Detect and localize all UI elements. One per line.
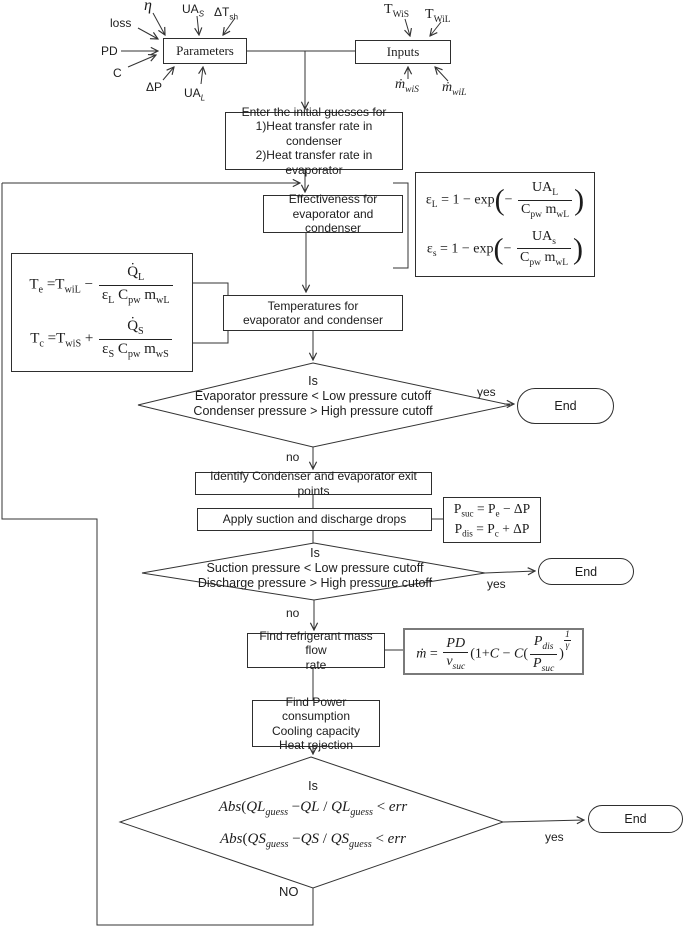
decision2-line2: Discharge pressure > High pressure cutoff	[197, 576, 433, 590]
t-c-formula: $T_c =T_{wiS}$ + $Q̇_S$ $\varepsilon_S$ $C_{pw}$ $m_{wS}$	[30, 317, 174, 362]
p-dis-formula: $P_{dis} = P_c + \Delta P$	[454, 521, 530, 540]
massflow-line2: rate	[305, 657, 327, 672]
identify-label: Identify Condenser and evaporator exit points	[210, 469, 417, 498]
param-label-ua-s: $UA_S$	[182, 2, 205, 19]
decision1-text	[155, 374, 471, 419]
massflow-formula-box	[403, 628, 584, 675]
epsilon-s-formula: $\varepsilon_s = 1 - \exp(-$ $UA_s$ $C_{pw}$ $m_{wL}$ )	[426, 228, 584, 269]
find-massflow-box	[247, 628, 385, 672]
ua-s-arrow	[197, 16, 199, 35]
p-suc-formula: $P_{suc} = P_e - \Delta P$	[453, 500, 531, 519]
initial-guesses-line1: Enter the initial guesses for	[241, 104, 387, 119]
t-wis-arrow	[405, 19, 410, 36]
epsilon-l-formula: $\varepsilon_L = 1 - \exp(-$ $UA_L$ $C_{pw}$ $m_{wL}$ )	[425, 180, 585, 220]
t-e-formula: $T_e =T_{wiL}$ − $Q̇_L$ $\varepsilon_L$ $C_{pw}$ $m_{wL}$	[29, 263, 174, 308]
param-label-dt-sh: $\Delta T_{sh}$	[214, 5, 238, 22]
end-terminator-1	[517, 388, 614, 424]
effectiveness-formula-box	[415, 172, 595, 277]
decision2-yes-arrow	[485, 571, 535, 573]
end-terminator-2	[538, 558, 634, 585]
end3-label: End	[624, 812, 647, 826]
apply-label: Apply suction and discharge drops	[222, 512, 407, 527]
c-arrow	[128, 55, 156, 67]
identify-exit-points-box	[195, 469, 432, 498]
m-wil-arrow	[435, 67, 448, 81]
input-label-m-wil: ṁ$_{wiL}$	[442, 80, 467, 98]
ua-l-arrow	[201, 67, 203, 84]
mdot-formula: ṁ = PD $\nu_{suc}$ (1+C − C( $P_{dis}$ $P_{suc}$ ) $\frac{1}{\gamma}$	[416, 630, 570, 674]
parameters-label: Parameters	[176, 42, 234, 58]
effectiveness-line2: evaporator and condenser	[292, 206, 374, 236]
power-line3: Heat rejection	[278, 738, 354, 752]
decision1-line2: Condenser pressure > High pressure cutoff	[193, 404, 433, 418]
pressure-formula-box	[443, 497, 541, 543]
effectiveness-box	[263, 192, 403, 236]
temperatures-box	[223, 295, 403, 331]
param-label-eta: η	[144, 0, 152, 14]
decision2-question: Is	[310, 546, 320, 560]
decision3-question: Is	[308, 779, 318, 793]
dp-arrow	[163, 67, 174, 80]
parameters-box	[163, 38, 247, 64]
apply-drops-box	[197, 508, 432, 531]
decision3-line1: $Abs(QL_{guess} -QL / QL_{guess}$ < err	[218, 799, 408, 818]
temperature-formula-box	[11, 253, 193, 372]
decision2-yes-label: yes	[487, 577, 506, 591]
temperatures-line1: Temperatures for	[267, 298, 359, 313]
decision3-yes-label: yes	[545, 830, 564, 844]
massflow-line1: Find refrigerant mass flow	[259, 628, 373, 658]
decision1-question: Is	[308, 374, 318, 388]
decision3-line2: $Abs(QS_{guess} -QS / QS_{guess}$ < err	[219, 831, 406, 850]
effectiveness-line1: Effectiveness for	[288, 192, 378, 207]
initial-guesses-line3: 2)Heat transfer rate in evaporator	[255, 148, 373, 177]
initial-guesses-line2: 1)Heat transfer rate in condenser	[255, 119, 373, 148]
temperatures-line2: evaporator and condenser	[242, 313, 384, 327]
loss-arrow	[138, 28, 158, 39]
param-label-ua-l: $UA_L$	[184, 86, 206, 103]
decision3-text	[140, 779, 486, 858]
param-label-pd: PD	[101, 44, 118, 58]
power-line2: Cooling capacity	[271, 723, 361, 738]
power-line1: Find Power consumption	[281, 694, 351, 723]
decision1-line1: Evaporator pressure < Low pressure cutoff	[194, 389, 432, 403]
decision2-no-label: no	[286, 606, 300, 620]
end1-label: End	[554, 399, 577, 413]
eta-arrow	[153, 13, 165, 35]
param-label-loss: loss	[110, 16, 132, 30]
param-label-c: C	[113, 66, 122, 80]
inputs-box	[355, 40, 451, 64]
input-label-t-wil: $T_{WiL}$	[425, 7, 451, 25]
decision1-yes-label: yes	[477, 385, 496, 399]
decision3-no-label: NO	[279, 884, 299, 899]
find-power-box	[252, 694, 380, 752]
input-label-m-wis: ṁ$_{wiS}$	[395, 77, 419, 95]
decision2-line1: Suction pressure < Low pressure cutoff	[206, 561, 424, 575]
decision3-yes-arrow	[503, 820, 584, 822]
param-label-dp: ΔP	[146, 80, 163, 94]
decision1-no-label: no	[286, 450, 300, 464]
decision2-text	[165, 546, 465, 591]
initial-guesses-box	[225, 104, 403, 177]
input-label-t-wis: $T_{WiS}$	[384, 2, 410, 20]
end2-label: End	[574, 564, 598, 579]
inputs-label: Inputs	[386, 43, 420, 59]
end-terminator-3	[588, 805, 683, 833]
